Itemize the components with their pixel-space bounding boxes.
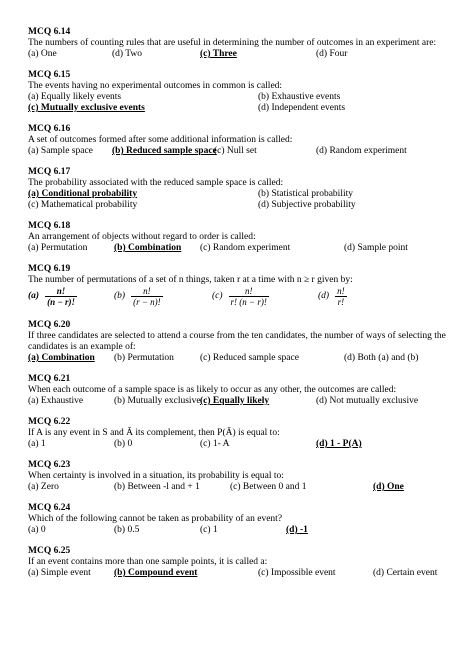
options-row [28,525,448,536]
options-row [28,568,448,579]
question-block [28,166,448,211]
question-number: MCQ 6.22 [28,417,71,427]
question-block [28,26,448,60]
correct-answer-option: (a) Conditional probability [28,189,138,199]
question-number: MCQ 6.24 [28,503,71,513]
answer-option: (b) Mutually exclusive [114,396,201,406]
question-number: MCQ 6.23 [28,460,71,470]
correct-answer-option: (b) Combination [114,243,182,253]
answer-option: (d) Two [112,49,143,59]
question-stem: The numbers of counting rules that are useful in determining the number of outcomes in an experiment are: [28,38,437,48]
correct-answer-option: (c) Mutually exclusive events [28,103,145,113]
question-block [28,373,448,407]
question-stem: When certainty is involved in a situation, its probability is equal to: [28,471,284,481]
question-stem: The events having no experimental outcomes in common is called: [28,81,283,91]
fraction-denominator: (n − r)! [47,297,76,307]
answer-option: (d) Certain event [373,568,438,578]
correct-answer-option: (c) Three [200,49,237,59]
answer-option: (b) Between -l and + 1 [114,482,200,492]
option-label: (d) [318,291,330,301]
question-block [28,502,448,536]
option-label: (b) [114,291,126,301]
fraction [335,286,347,307]
fraction-denominator: r! (n − r)! [230,297,267,307]
answer-option: (c) Between 0 and 1 [230,482,307,492]
fraction [229,286,269,307]
option-label: (c) [212,291,223,301]
answer-option: (d) Sample point [344,243,408,253]
answer-option: (c) 1- A [200,439,230,449]
answer-option: (d) Independent events [258,103,346,113]
question-block [28,319,448,364]
question-block [28,545,448,579]
correct-answer-option: (d) One [373,482,404,492]
question-number: MCQ 6.17 [28,167,71,177]
answer-option: (b) Permutation [114,353,174,363]
fraction [45,286,77,307]
option-label: (a) [28,291,40,301]
answer-option: (d) Subjective probability [258,200,356,210]
options-row [28,200,448,211]
fraction [131,286,163,307]
question-number: MCQ 6.15 [28,70,71,80]
answer-option: (a) Permutation [28,243,88,253]
options-row [28,146,448,157]
options-row [28,353,448,364]
correct-answer-option: (a) Combination [28,353,95,363]
answer-option: (c) 1 [200,525,218,535]
answer-option: (a) One [28,49,57,59]
answer-option: (a) Sample space [28,146,93,156]
answer-option: (c) Mathematical probability [28,200,138,210]
options-row [28,49,448,60]
answer-option: (b) Statistical probability [258,189,353,199]
question-block [28,416,448,450]
options-row [28,482,448,493]
question-block [28,459,448,493]
answer-option: (d) Random experiment [316,146,407,156]
question-stem: If A is any event in S and Ā its complement, then P(Ā) is equal to: [28,428,280,438]
fraction-numerator: n! [337,286,345,296]
correct-answer-option: (d) 1 - P(A) [316,439,362,449]
question-stem: Which of the following cannot be taken as probability of an event? [28,514,283,524]
question-number: MCQ 6.14 [28,27,71,37]
options-row [28,286,448,310]
question-block [28,123,448,157]
fraction-numerator: n! [131,286,163,297]
correct-answer-option [28,286,77,307]
options-row [28,243,448,254]
question-block [28,69,448,114]
question-stem: If three candidates are selected to attend a course from the ten candidates, the number of ways of selecting the candidates is an example of: [28,331,446,352]
question-number: MCQ 6.20 [28,320,71,330]
answer-option: (d) Not mutually exclusive [316,396,419,406]
correct-answer-option: (d) -1 [286,525,308,535]
question-number: MCQ 6.21 [28,374,71,384]
question-block [28,263,448,310]
document-page [28,26,448,588]
answer-option: (c) Impossible event [258,568,336,578]
answer-option: (a) Equally likely events [28,92,122,102]
answer-option: (d) Both (a) and (b) [344,353,419,363]
question-number: MCQ 6.18 [28,221,71,231]
correct-answer-option: (b) Reduced sample space [112,146,217,156]
answer-option: (a) Simple event [28,568,91,578]
fraction-numerator: n! [229,286,269,297]
question-stem: If an event contains more than one sample points, it is called a: [28,557,268,567]
options-row [28,396,448,407]
answer-option: (a) 1 [28,439,46,449]
answer-option: (c) Null set [214,146,257,156]
answer-option: (c) Random experiment [200,243,291,253]
question-number: MCQ 6.16 [28,124,71,134]
answer-option: (d) Four [316,49,348,59]
question-stem: The number of permutations of a set of n things, taken r at a time with n ≥ r given by: [28,275,353,285]
answer-option: (c) Reduced sample space [200,353,299,363]
question-stem: The probability associated with the reduced sample space is called: [28,178,284,188]
fraction-denominator: (r − n)! [133,297,161,307]
answer-option: (a) 0 [28,525,46,535]
correct-answer-option: (c) Equally likely [200,396,270,406]
answer-option [114,286,163,307]
question-number: MCQ 6.25 [28,546,71,556]
fraction-denominator: r! [337,297,345,307]
fraction-numerator: n! [45,286,77,297]
answer-option: (a) Zero [28,482,59,492]
options-row [28,439,448,450]
answer-option [318,286,347,307]
answer-option: (b) Exhaustive events [258,92,341,102]
correct-answer-option: (b) Compound event [114,568,198,578]
question-stem: When each outcome of a sample space is as likely to occur as any other, the outcomes are called: [28,385,397,395]
answer-option: (b) 0 [114,439,133,449]
answer-option: (a) Exhaustive [28,396,84,406]
options-row [28,92,448,103]
question-stem: A set of outcomes formed after some additional information is called: [28,135,293,145]
question-number: MCQ 6.19 [28,264,71,274]
options-row [28,189,448,200]
question-block [28,220,448,254]
answer-option: (b) 0.5 [114,525,140,535]
options-row [28,103,448,114]
answer-option [212,286,269,307]
question-stem: An arrangement of objects without regard to order is called: [28,232,256,242]
